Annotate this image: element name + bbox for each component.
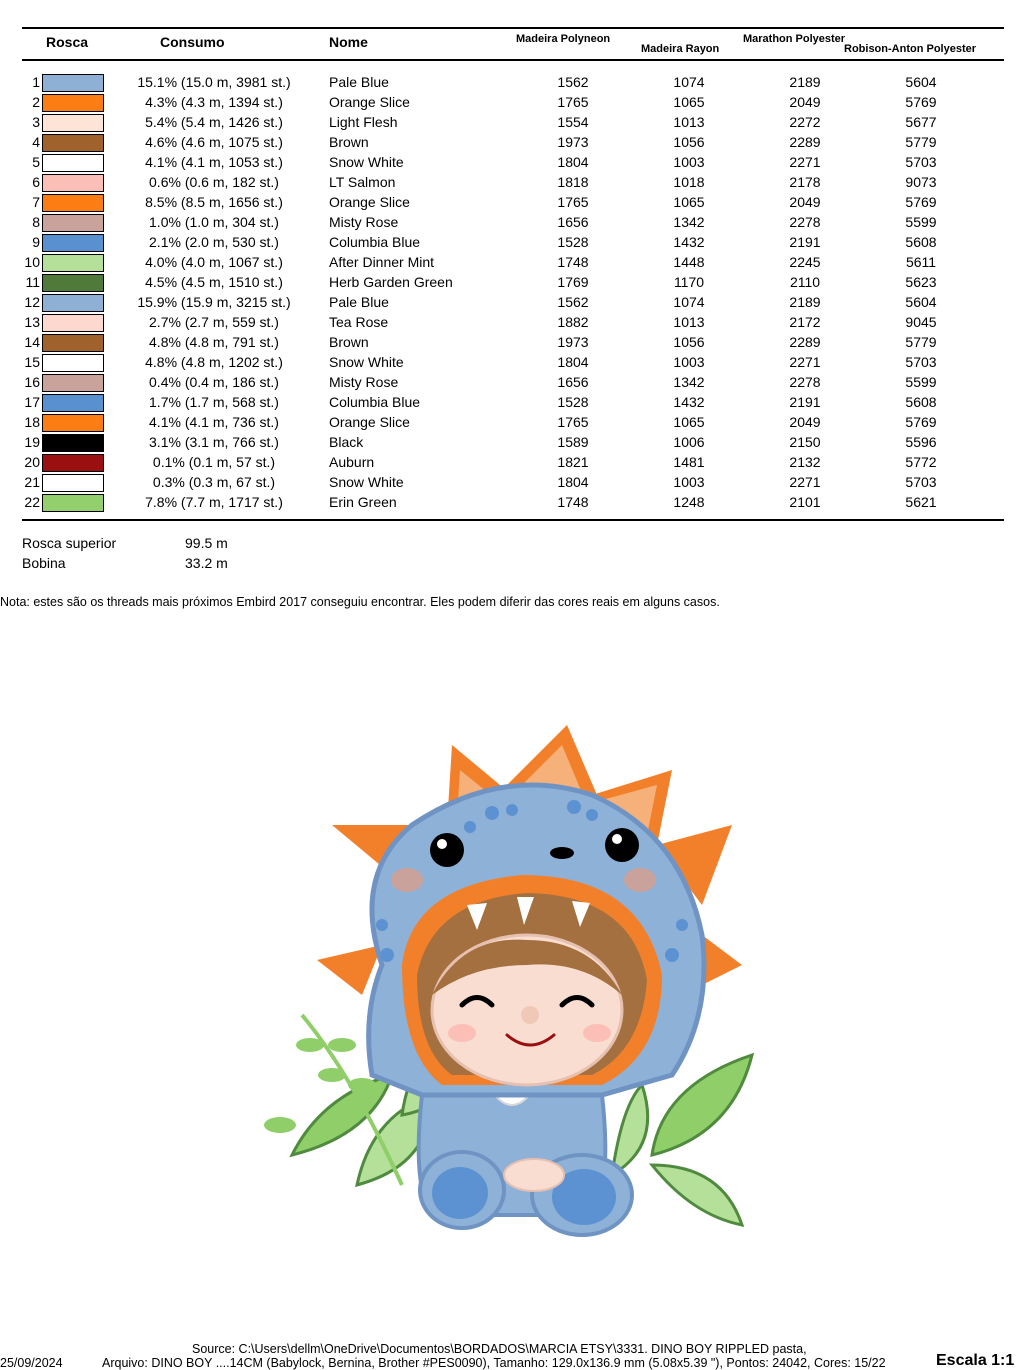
thread-consumo: 5.4% (5.4 m, 1426 st.) xyxy=(145,114,283,130)
thread-consumo: 4.3% (4.3 m, 1394 st.) xyxy=(145,94,283,110)
table-row xyxy=(0,192,1024,212)
thread-color-swatch xyxy=(42,354,104,372)
table-row xyxy=(0,412,1024,432)
thread-consumo: 0.4% (0.4 m, 186 st.) xyxy=(149,374,279,390)
madeira-polyneon-code: 1656 xyxy=(557,214,589,230)
robison-code: 5769 xyxy=(905,194,937,210)
thread-name: Misty Rose xyxy=(329,214,399,230)
bobina-value: 33.2 m xyxy=(185,555,228,571)
dino-body xyxy=(419,1075,632,1235)
header-nome: Nome xyxy=(329,34,368,50)
madeira-polyneon-code: 1804 xyxy=(557,154,589,170)
thread-name: Herb Garden Green xyxy=(329,274,453,290)
marathon-code: 2101 xyxy=(789,494,821,510)
robison-code: 5608 xyxy=(905,394,937,410)
table-row xyxy=(0,212,1024,232)
leaf xyxy=(348,1078,376,1092)
thread-number: 14 xyxy=(24,334,40,350)
madeira-polyneon-code: 1818 xyxy=(557,174,589,190)
robison-code: 5769 xyxy=(905,94,937,110)
thread-color-swatch xyxy=(42,134,104,152)
thread-number: 19 xyxy=(24,434,40,450)
leaf xyxy=(318,1068,346,1082)
dino-nostril xyxy=(550,847,574,859)
thread-consumo: 15.9% (15.9 m, 3215 st.) xyxy=(137,294,291,310)
thread-name: Orange Slice xyxy=(329,194,410,210)
note-text: Nota: estes são os threads mais próximos Embird 2017 conseguiu encontrar. Eles podem diferir das cores reais em alguns casos. xyxy=(0,595,720,609)
thread-color-swatch xyxy=(42,474,104,492)
rosca-superior-value: 99.5 m xyxy=(185,535,228,551)
madeira-rayon-code: 1065 xyxy=(673,414,705,430)
marathon-code: 2172 xyxy=(789,314,821,330)
thread-number: 8 xyxy=(32,214,40,230)
thread-color-swatch xyxy=(42,174,104,192)
robison-code: 5677 xyxy=(905,114,937,130)
table-row xyxy=(0,392,1024,412)
madeira-rayon-code: 1006 xyxy=(673,434,705,450)
dino-eye-right xyxy=(605,828,639,862)
madeira-polyneon-code: 1804 xyxy=(557,354,589,370)
thread-number: 10 xyxy=(24,254,40,270)
madeira-rayon-code: 1432 xyxy=(673,394,705,410)
marathon-code: 2245 xyxy=(789,254,821,270)
thread-name: Snow White xyxy=(329,154,404,170)
madeira-rayon-code: 1003 xyxy=(673,154,705,170)
thread-color-swatch xyxy=(42,114,104,132)
thread-color-swatch xyxy=(42,494,104,512)
madeira-polyneon-code: 1973 xyxy=(557,134,589,150)
madeira-polyneon-code: 1804 xyxy=(557,474,589,490)
header-rosca: Rosca xyxy=(46,34,89,50)
header-marathon-polyester: Marathon Polyester xyxy=(743,33,846,45)
leaf xyxy=(328,1038,356,1052)
thread-color-swatch xyxy=(42,254,104,272)
thread-name: After Dinner Mint xyxy=(329,254,435,270)
thread-color-swatch xyxy=(42,314,104,332)
header-madeira-polyneon: Madeira Polyneon xyxy=(516,33,611,45)
thread-number: 15 xyxy=(24,354,40,370)
table-row xyxy=(0,432,1024,452)
footer-source: Source: C:\Users\dellm\OneDrive\Documentos\BORDADOS\MARCIA ETSY\3331. DINO BOY RIPPLED pasta, xyxy=(192,1342,807,1356)
thread-name: Pale Blue xyxy=(329,294,389,310)
madeira-polyneon-code: 1765 xyxy=(557,414,589,430)
robison-code: 5769 xyxy=(905,414,937,430)
table-row xyxy=(0,452,1024,472)
thread-table xyxy=(0,72,1024,512)
table-row xyxy=(0,472,1024,492)
thread-number: 16 xyxy=(24,374,40,390)
thread-color-swatch xyxy=(42,454,104,472)
thread-color-swatch xyxy=(42,414,104,432)
thread-name: Orange Slice xyxy=(329,94,410,110)
thread-name: Snow White xyxy=(329,474,404,490)
dino-eye-left xyxy=(430,833,464,867)
robison-code: 5608 xyxy=(905,234,937,250)
footer-escala: Escala 1:1 xyxy=(936,1352,1015,1369)
madeira-rayon-code: 1481 xyxy=(673,454,705,470)
thread-number: 18 xyxy=(24,414,40,430)
table-row xyxy=(0,132,1024,152)
footer-arquivo: Arquivo: DINO BOY ....14CM (Babylock, Bernina, Brother #PES0090), Tamanho: 129.0x136.9 mm (5.08x5.39 "), Pontos: 24042, Cores: 15/22 xyxy=(102,1356,886,1370)
madeira-rayon-code: 1448 xyxy=(673,254,705,270)
madeira-polyneon-code: 1562 xyxy=(557,74,589,90)
marathon-code: 2271 xyxy=(789,474,821,490)
robison-code: 5604 xyxy=(905,74,937,90)
thread-name: Columbia Blue xyxy=(329,234,421,250)
table-row xyxy=(0,252,1024,272)
robison-code: 5599 xyxy=(905,214,937,230)
marathon-code: 2278 xyxy=(789,374,821,390)
madeira-rayon-code: 1342 xyxy=(673,374,705,390)
marathon-code: 2271 xyxy=(789,154,821,170)
thread-name: Erin Green xyxy=(329,494,397,510)
madeira-polyneon-code: 1528 xyxy=(557,394,589,410)
table-row xyxy=(0,372,1024,392)
header-consumo: Consumo xyxy=(160,34,225,50)
thread-number: 1 xyxy=(32,74,40,90)
table-row xyxy=(0,92,1024,112)
thread-color-swatch xyxy=(42,434,104,452)
table-row xyxy=(0,312,1024,332)
marathon-code: 2132 xyxy=(789,454,821,470)
madeira-rayon-code: 1065 xyxy=(673,194,705,210)
robison-code: 5703 xyxy=(905,154,937,170)
thread-consumo: 4.1% (4.1 m, 1053 st.) xyxy=(145,154,283,170)
thread-consumo: 0.6% (0.6 m, 182 st.) xyxy=(149,174,279,190)
madeira-polyneon-code: 1554 xyxy=(557,114,589,130)
marathon-code: 2271 xyxy=(789,354,821,370)
table-row xyxy=(0,332,1024,352)
thread-consumo: 1.0% (1.0 m, 304 st.) xyxy=(149,214,279,230)
madeira-rayon-code: 1056 xyxy=(673,334,705,350)
thread-number: 5 xyxy=(32,154,40,170)
thread-number: 9 xyxy=(32,234,40,250)
robison-code: 5604 xyxy=(905,294,937,310)
thread-number: 7 xyxy=(32,194,40,210)
thread-color-swatch xyxy=(42,194,104,212)
table-row xyxy=(0,232,1024,252)
table-row xyxy=(0,272,1024,292)
thread-name: Brown xyxy=(329,134,369,150)
thread-consumo: 4.8% (4.8 m, 1202 st.) xyxy=(145,354,283,370)
madeira-rayon-code: 1013 xyxy=(673,114,705,130)
thread-consumo: 2.1% (2.0 m, 530 st.) xyxy=(149,234,279,250)
robison-code: 5779 xyxy=(905,134,937,150)
thread-consumo: 4.6% (4.6 m, 1075 st.) xyxy=(145,134,283,150)
marathon-code: 2178 xyxy=(789,174,821,190)
robison-code: 5599 xyxy=(905,374,937,390)
thread-color-swatch xyxy=(42,94,104,112)
thread-color-swatch xyxy=(42,154,104,172)
thread-number: 17 xyxy=(24,394,40,410)
thread-number: 21 xyxy=(24,474,40,490)
marathon-code: 2278 xyxy=(789,214,821,230)
madeira-rayon-code: 1342 xyxy=(673,214,705,230)
thread-consumo: 4.1% (4.1 m, 736 st.) xyxy=(149,414,279,430)
marathon-code: 2049 xyxy=(789,194,821,210)
madeira-polyneon-code: 1589 xyxy=(557,434,589,450)
madeira-polyneon-code: 1656 xyxy=(557,374,589,390)
madeira-polyneon-code: 1528 xyxy=(557,234,589,250)
madeira-rayon-code: 1170 xyxy=(673,274,705,290)
madeira-polyneon-code: 1821 xyxy=(557,454,589,470)
madeira-polyneon-code: 1562 xyxy=(557,294,589,310)
thread-consumo: 4.8% (4.8 m, 791 st.) xyxy=(149,334,279,350)
table-row xyxy=(0,112,1024,132)
thread-number: 6 xyxy=(32,174,40,190)
thread-color-swatch xyxy=(42,234,104,252)
table-top-rule xyxy=(22,27,1004,29)
table-header-rule xyxy=(22,59,1004,61)
robison-code: 5596 xyxy=(905,434,937,450)
thread-consumo: 0.1% (0.1 m, 57 st.) xyxy=(152,454,276,470)
madeira-rayon-code: 1003 xyxy=(673,354,705,370)
thread-consumo: 2.7% (2.7 m, 559 st.) xyxy=(149,314,279,330)
marathon-code: 2189 xyxy=(789,74,821,90)
thread-number: 4 xyxy=(32,134,40,150)
table-row xyxy=(0,72,1024,92)
boy-nose xyxy=(521,1006,539,1024)
boy-face xyxy=(402,875,662,1085)
madeira-polyneon-code: 1882 xyxy=(557,314,589,330)
thread-name: Black xyxy=(329,434,364,450)
robison-code: 9045 xyxy=(905,314,937,330)
thread-name: Misty Rose xyxy=(329,374,399,390)
thread-number: 11 xyxy=(25,274,40,290)
robison-code: 5621 xyxy=(905,494,937,510)
thread-name: Tea Rose xyxy=(329,314,389,330)
thread-color-swatch xyxy=(42,274,104,292)
madeira-polyneon-code: 1769 xyxy=(557,274,589,290)
marathon-code: 2189 xyxy=(789,294,821,310)
madeira-polyneon-code: 1765 xyxy=(557,94,589,110)
table-row xyxy=(0,352,1024,372)
madeira-rayon-code: 1248 xyxy=(673,494,705,510)
thread-name: Auburn xyxy=(329,454,375,470)
thread-name: Light Flesh xyxy=(329,114,398,130)
thread-name: Brown xyxy=(329,334,369,350)
thread-color-swatch xyxy=(42,214,104,232)
thread-color-swatch xyxy=(42,294,104,312)
leaf xyxy=(264,1117,296,1133)
thread-color-swatch xyxy=(42,74,104,92)
thread-name: Snow White xyxy=(329,354,404,370)
thread-consumo: 15.1% (15.0 m, 3981 st.) xyxy=(137,74,291,90)
header-madeira-rayon: Madeira Rayon xyxy=(641,43,720,55)
table-row xyxy=(0,492,1024,512)
thread-number: 13 xyxy=(24,314,40,330)
embroidery-design-preview xyxy=(262,715,762,1245)
madeira-polyneon-code: 1973 xyxy=(557,334,589,350)
bobina-label: Bobina xyxy=(22,555,66,571)
table-bottom-rule xyxy=(22,519,1004,521)
marathon-code: 2150 xyxy=(789,434,821,450)
thread-number: 12 xyxy=(24,294,40,310)
madeira-rayon-code: 1056 xyxy=(673,134,705,150)
table-row xyxy=(0,172,1024,192)
footer-date: 25/09/2024 xyxy=(0,1356,63,1370)
thread-color-swatch xyxy=(42,394,104,412)
madeira-polyneon-code: 1765 xyxy=(557,194,589,210)
madeira-rayon-code: 1432 xyxy=(673,234,705,250)
thread-name: LT Salmon xyxy=(329,174,396,190)
madeira-rayon-code: 1003 xyxy=(673,474,705,490)
table-row xyxy=(0,152,1024,172)
leaf xyxy=(296,1038,324,1052)
marathon-code: 2191 xyxy=(789,394,821,410)
header-robison-anton-polyester: Robison-Anton Polyester xyxy=(844,43,977,55)
thread-number: 3 xyxy=(32,114,40,130)
table-row xyxy=(0,292,1024,312)
thread-color-swatch xyxy=(42,374,104,392)
thread-number: 2 xyxy=(32,94,40,110)
robison-code: 5611 xyxy=(905,254,937,270)
leaf xyxy=(612,1085,648,1175)
madeira-rayon-code: 1013 xyxy=(673,314,705,330)
thread-consumo: 1.7% (1.7 m, 568 st.) xyxy=(149,394,279,410)
robison-code: 5779 xyxy=(905,334,937,350)
madeira-polyneon-code: 1748 xyxy=(557,494,589,510)
thread-consumo: 8.5% (8.5 m, 1656 st.) xyxy=(145,194,283,210)
marathon-code: 2049 xyxy=(789,414,821,430)
rosca-superior-label: Rosca superior xyxy=(22,535,117,551)
robison-code: 5703 xyxy=(905,354,937,370)
madeira-rayon-code: 1074 xyxy=(673,74,705,90)
thread-color-swatch xyxy=(42,334,104,352)
madeira-polyneon-code: 1748 xyxy=(557,254,589,270)
thread-number: 22 xyxy=(24,494,40,510)
thread-consumo: 4.0% (4.0 m, 1067 st.) xyxy=(145,254,283,270)
thread-consumo: 7.8% (7.7 m, 1717 st.) xyxy=(145,494,283,510)
marathon-code: 2272 xyxy=(789,114,821,130)
robison-code: 9073 xyxy=(905,174,937,190)
marathon-code: 2110 xyxy=(789,274,821,290)
thread-name: Orange Slice xyxy=(329,414,410,430)
robison-code: 5623 xyxy=(905,274,937,290)
thread-consumo: 4.5% (4.5 m, 1510 st.) xyxy=(145,274,283,290)
marathon-code: 2289 xyxy=(789,334,821,350)
leaf xyxy=(652,1165,742,1225)
hands xyxy=(504,1159,564,1191)
marathon-code: 2191 xyxy=(789,234,821,250)
thread-name: Pale Blue xyxy=(329,74,389,90)
robison-code: 5772 xyxy=(905,454,937,470)
marathon-code: 2289 xyxy=(789,134,821,150)
thread-consumo: 0.3% (0.3 m, 67 st.) xyxy=(152,474,276,490)
marathon-code: 2049 xyxy=(789,94,821,110)
left-paw xyxy=(432,1167,488,1219)
thread-name: Columbia Blue xyxy=(329,394,421,410)
robison-code: 5703 xyxy=(905,474,937,490)
madeira-rayon-code: 1074 xyxy=(673,294,705,310)
thread-consumo: 3.1% (3.1 m, 766 st.) xyxy=(149,434,279,450)
madeira-rayon-code: 1065 xyxy=(673,94,705,110)
thread-number: 20 xyxy=(24,454,40,470)
madeira-rayon-code: 1018 xyxy=(673,174,705,190)
